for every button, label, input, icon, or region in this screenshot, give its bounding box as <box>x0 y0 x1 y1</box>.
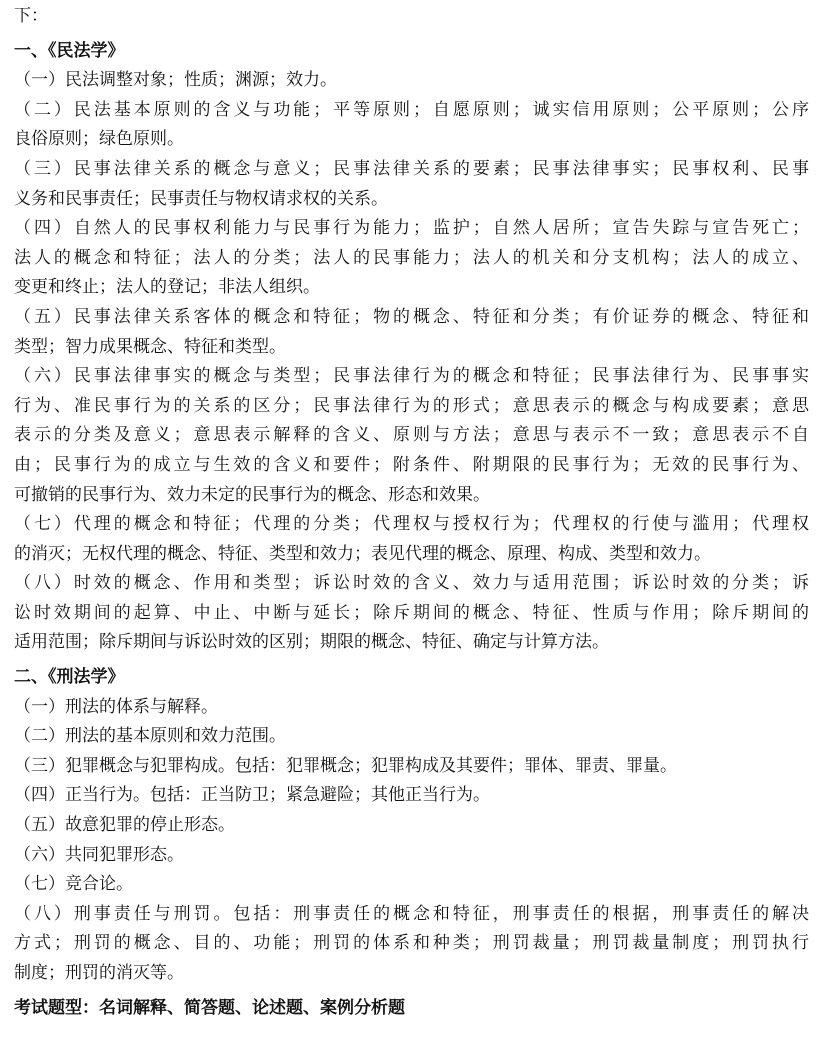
item-line: （八）刑事责任与刑罚。包括：刑事责任的概念和特征，刑事责任的根据，刑事责任的解决 <box>14 903 809 924</box>
section-item <box>14 214 809 303</box>
item-line: （三）民事法律关系的概念与意义；民事法律关系的要素；民事法律事实；民事权利、民事 <box>14 158 809 179</box>
item-line: （七）代理的概念和特征；代理的分类；代理权与授权行为；代理权的行使与滥用；代理权 <box>14 514 809 535</box>
section-2 <box>14 663 809 989</box>
item-line: （四）正当行为。包括：正当防卫；紧急避险；其他正当行为。 <box>14 785 490 806</box>
intro-text: 下： <box>14 6 48 26</box>
item-line: （六）民事法律事实的概念与类型；民事法律行为的概念和特征；民事法律行为、民事事实 <box>14 366 809 387</box>
item-line: 制度；刑罚的消灭等。 <box>14 963 184 983</box>
item-line: 方式；刑罚的概念、目的、功能；刑罚的体系和种类；刑罚裁量；刑罚裁量制度；刑罚执行 <box>14 933 809 954</box>
section-item <box>14 362 809 510</box>
item-line: （一）民法调整对象；性质；渊源；效力。 <box>14 70 337 91</box>
section-1 <box>14 37 809 658</box>
item-line: 适用范围；除斥期间与诉讼时效的区别；期限的概念、特征、确定与计算方法。 <box>14 632 609 653</box>
item-line: （五）故意犯罪的停止形态。 <box>14 815 235 836</box>
section-item <box>14 781 809 811</box>
section-item <box>14 303 809 362</box>
item-line: 可撤销的民事行为、效力未定的民事行为的概念、形态和效果。 <box>14 484 490 505</box>
item-line: 类型；智力成果概念、特征和类型。 <box>14 336 286 357</box>
section-item <box>14 752 809 782</box>
item-line: （五）民事法律关系客体的概念和特征；物的概念、特征和分类；有价证券的概念、特征和 <box>14 306 809 327</box>
section-title: 二、《刑法学》 <box>14 667 125 688</box>
sections-container <box>14 37 809 989</box>
section-item <box>14 841 809 871</box>
section-item <box>14 510 809 569</box>
section-item <box>14 722 809 752</box>
item-line: （七）竞合论。 <box>14 874 133 895</box>
item-line: 法人的概念和特征；法人的分类；法人的民事能力；法人的机关和分支机构；法人的成立、 <box>14 247 809 268</box>
section-item <box>14 693 809 723</box>
item-line: （二）民法基本原则的含义与功能；平等原则；自愿原则；诚实信用原则；公平原则；公序 <box>14 99 809 120</box>
section-item <box>14 155 809 214</box>
section-item <box>14 569 809 658</box>
item-line: 变更和终止；法人的登记；非法人组织。 <box>14 277 320 298</box>
item-line: （六）共同犯罪形态。 <box>14 844 184 865</box>
exam-types-text: 考试题型：名词解释、简答题、论述题、案例分析题 <box>14 997 405 1018</box>
item-line: 行为、准民事行为的关系的区分；民事法律行为的形式；意思表示的概念与构成要素；意思 <box>14 395 809 416</box>
section-item <box>14 900 809 989</box>
section-item <box>14 66 809 96</box>
item-line: 由；民事行为的成立与生效的含义和要件；附条件、附期限的民事行为；无效的民事行为、 <box>14 454 809 475</box>
document-page <box>14 2 809 1023</box>
item-line: （二）刑法的基本原则和效力范围。 <box>14 726 286 747</box>
section-item <box>14 870 809 900</box>
item-line: （八）时效的概念、作用和类型；诉讼时效的含义、效力与适用范围；诉讼时效的分类；诉 <box>14 573 809 594</box>
item-line: （三）犯罪概念与犯罪构成。包括：犯罪概念；犯罪构成及其要件；罪体、罪责、罪量。 <box>14 755 677 776</box>
item-line: 良俗原则；绿色原则。 <box>14 129 184 150</box>
item-line: 表示的分类及意义；意思表示解释的含义、原则与方法；意思与表示不一致；意思表示不自 <box>14 425 809 446</box>
section-item <box>14 811 809 841</box>
item-line: 讼时效期间的起算、中止、中断与延长；除斥期间的概念、特征、性质与作用；除斥期间的 <box>14 602 809 623</box>
item-line: 义务和民事责任；民事责任与物权请求权的关系。 <box>14 188 388 209</box>
section-title: 一、《民法学》 <box>14 40 125 61</box>
item-line: （一）刑法的体系与解释。 <box>14 696 218 717</box>
item-line: 的消灭；无权代理的概念、特征、类型和效力；表见代理的概念、原理、构成、类型和效力。 <box>14 543 711 564</box>
item-line: （四）自然人的民事权利能力与民事行为能力；监护；自然人居所；宣告失踪与宣告死亡； <box>14 218 809 239</box>
section-item <box>14 96 809 155</box>
